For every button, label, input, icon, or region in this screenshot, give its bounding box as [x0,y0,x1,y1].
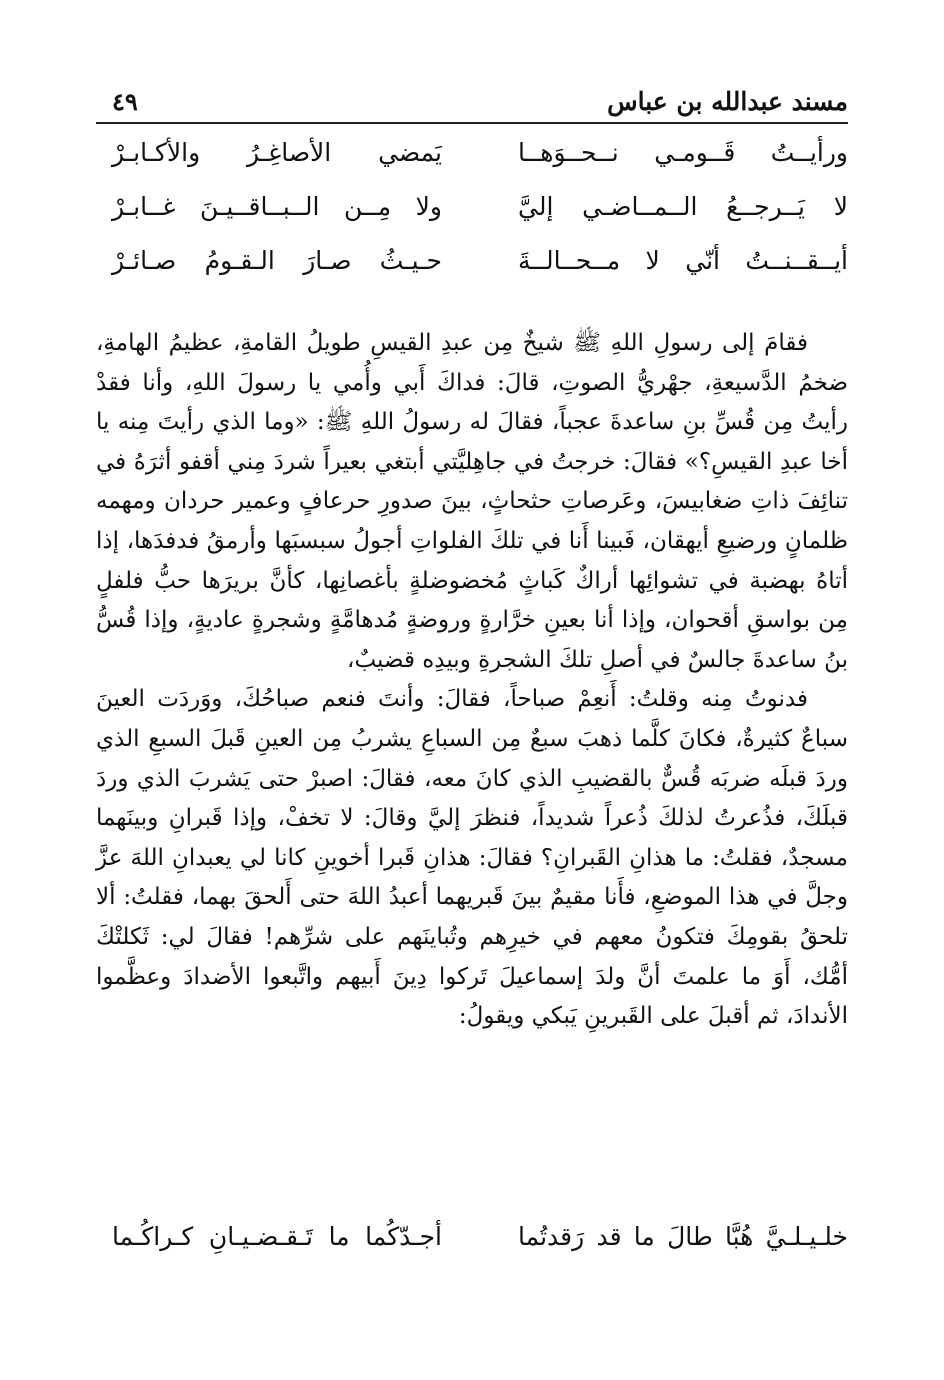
verse-first-hemistich: ورأيــتُ قَــومـي نــحــوَهــا [518,138,848,167]
poem-verses-top [96,138,848,300]
verse-second-hemistich: حـيـثُ صـارَ الـقـومُ صـائـرْ [112,246,442,275]
page-header [96,78,848,124]
verse-first-hemistich: أيــقــنــتُ أنّي لا مــحــالــةَ [518,246,848,275]
paragraph: فقامَ إلى رسولِ اللهِ ﷺ شيخٌ مِن عبدِ القيسِ طويلُ القامةِ، عظيمُ الهامةِ، ضخمُ الدَّسيعةِ، جهْريُّ الصوتِ، قالَ: فداكَ أَبي وأُمي يا رسولَ اللهِ، وأنا فقدْ رأيتُ مِن قُسِّ بنِ ساعدةَ عجباً، فقالَ له رسولُ اللهِ ﷺ: «وما الذي رأيتَ مِنه يا أخا عبدِ القيسِ؟» فقالَ: خرجتُ في جاهِليَّتي أبتغي بعيراً شردَ مِني أقفو أثرَهُ في تنائِفَ ذاتِ ضغابيسَ، وعَرصاتِ حثحاثٍ، بينَ صدورِ حرعافٍ وعمير حردان ومهمه ظلمانٍ ورضيعِ أيهقان، فَبينا أَنا في تلكَ الفلواتِ أجولُ سبسبَها وأرمقُ فدفدَها، إذا أتاهُ بهضبة في تشوائِها أراكٌ كَباثٍ مُخضوضلةٍ بأغصانِها، كأنَّ بريرَها حبُّ فلفلٍ مِن بواسقِ أقحوان، وإذا أنا بعينِ خرَّارةٍ وروضةٍ مُدهامَّةٍ وشجرةٍ عاديةٍ، وإذا قُسُّ بنُ ساعدةَ جالسٌ في أصلِ تلكَ الشجرةِ وبيدِه قضيبٌ، [96,330,848,673]
page-number: ٤٩ [112,87,138,116]
verse-line [96,192,848,246]
verse-first-hemistich: لا يَــرجــعُ الــمــاضـي إليَّ [518,192,848,221]
poem-verse-bottom [96,1222,848,1276]
verse-first-hemistich: خلـيـلـيَّ هُبَّا طالَ ما قد رَقدتُما [518,1222,848,1251]
verse-line [96,138,848,192]
verse-line [96,246,848,300]
verse-second-hemistich: ولا مِــن الــبــاقــيـنَ غــابـرْ [112,192,442,221]
verse-line [96,1222,848,1276]
verse-second-hemistich: يَمضي الأصاغِـرُ والأكـابـرْ [112,138,442,167]
verse-second-hemistich: أجـدّكُما ما تَـقـضـيـانِ كـراكُـما [112,1222,442,1251]
body-text [96,324,848,1037]
running-title: مسند عبدالله بن عباس [607,87,848,116]
paragraph: فدنوتُ مِنه وقلتُ: أَنعِمْ صباحاً، فقالَ: وأنتَ فنعم صباحُكَ، ووَردَت العينَ سباعٌ كثيرةٌ، فكانَ كلَّما ذهبَ سبعٌ مِن السباعِ يشربُ مِن العينِ قَبلَ السبعِ الذي وردَ قبلَه ضربَه قُسٌّ بالقضيبِ الذي كانَ معه، فقالَ: اصبرْ حتى يَشربَ الذي وردَ قبلَكَ، فذُعرتُ لذلكَ ذُعراً شديداً، فنظرَ إليَّ وقالَ: لا تخفْ، وإذا قَبرانِ وبينَهما مسجدٌ، فقلتُ: ما هذانِ القَبرانِ؟ فقالَ: هذانِ قَبرا أخوينِ كانا لي يعبدانِ اللهَ عزَّ وجلَّ في هذا الموضعِ، فأَنا مقيمٌ بينَ قَبريهما أعبدُ اللهَ حتى أَلحقَ بهما، فقلتُ: ألا تلحقُ بقومِكَ فتكونُ معهم في خيرِهم وتُباينَهم على شرِّهم! فقالَ لي: ثَكلتْكَ أمُّك، أَوَ ما علمتَ أنَّ ولدَ إسماعيلَ تَركوا دِينَ أَبيهم واتَّبعوا الأضدادَ وعظَّموا الأندادَ، ثم أقبلَ على القَبرينِ يَبكي ويقولُ: [96,686,848,1030]
